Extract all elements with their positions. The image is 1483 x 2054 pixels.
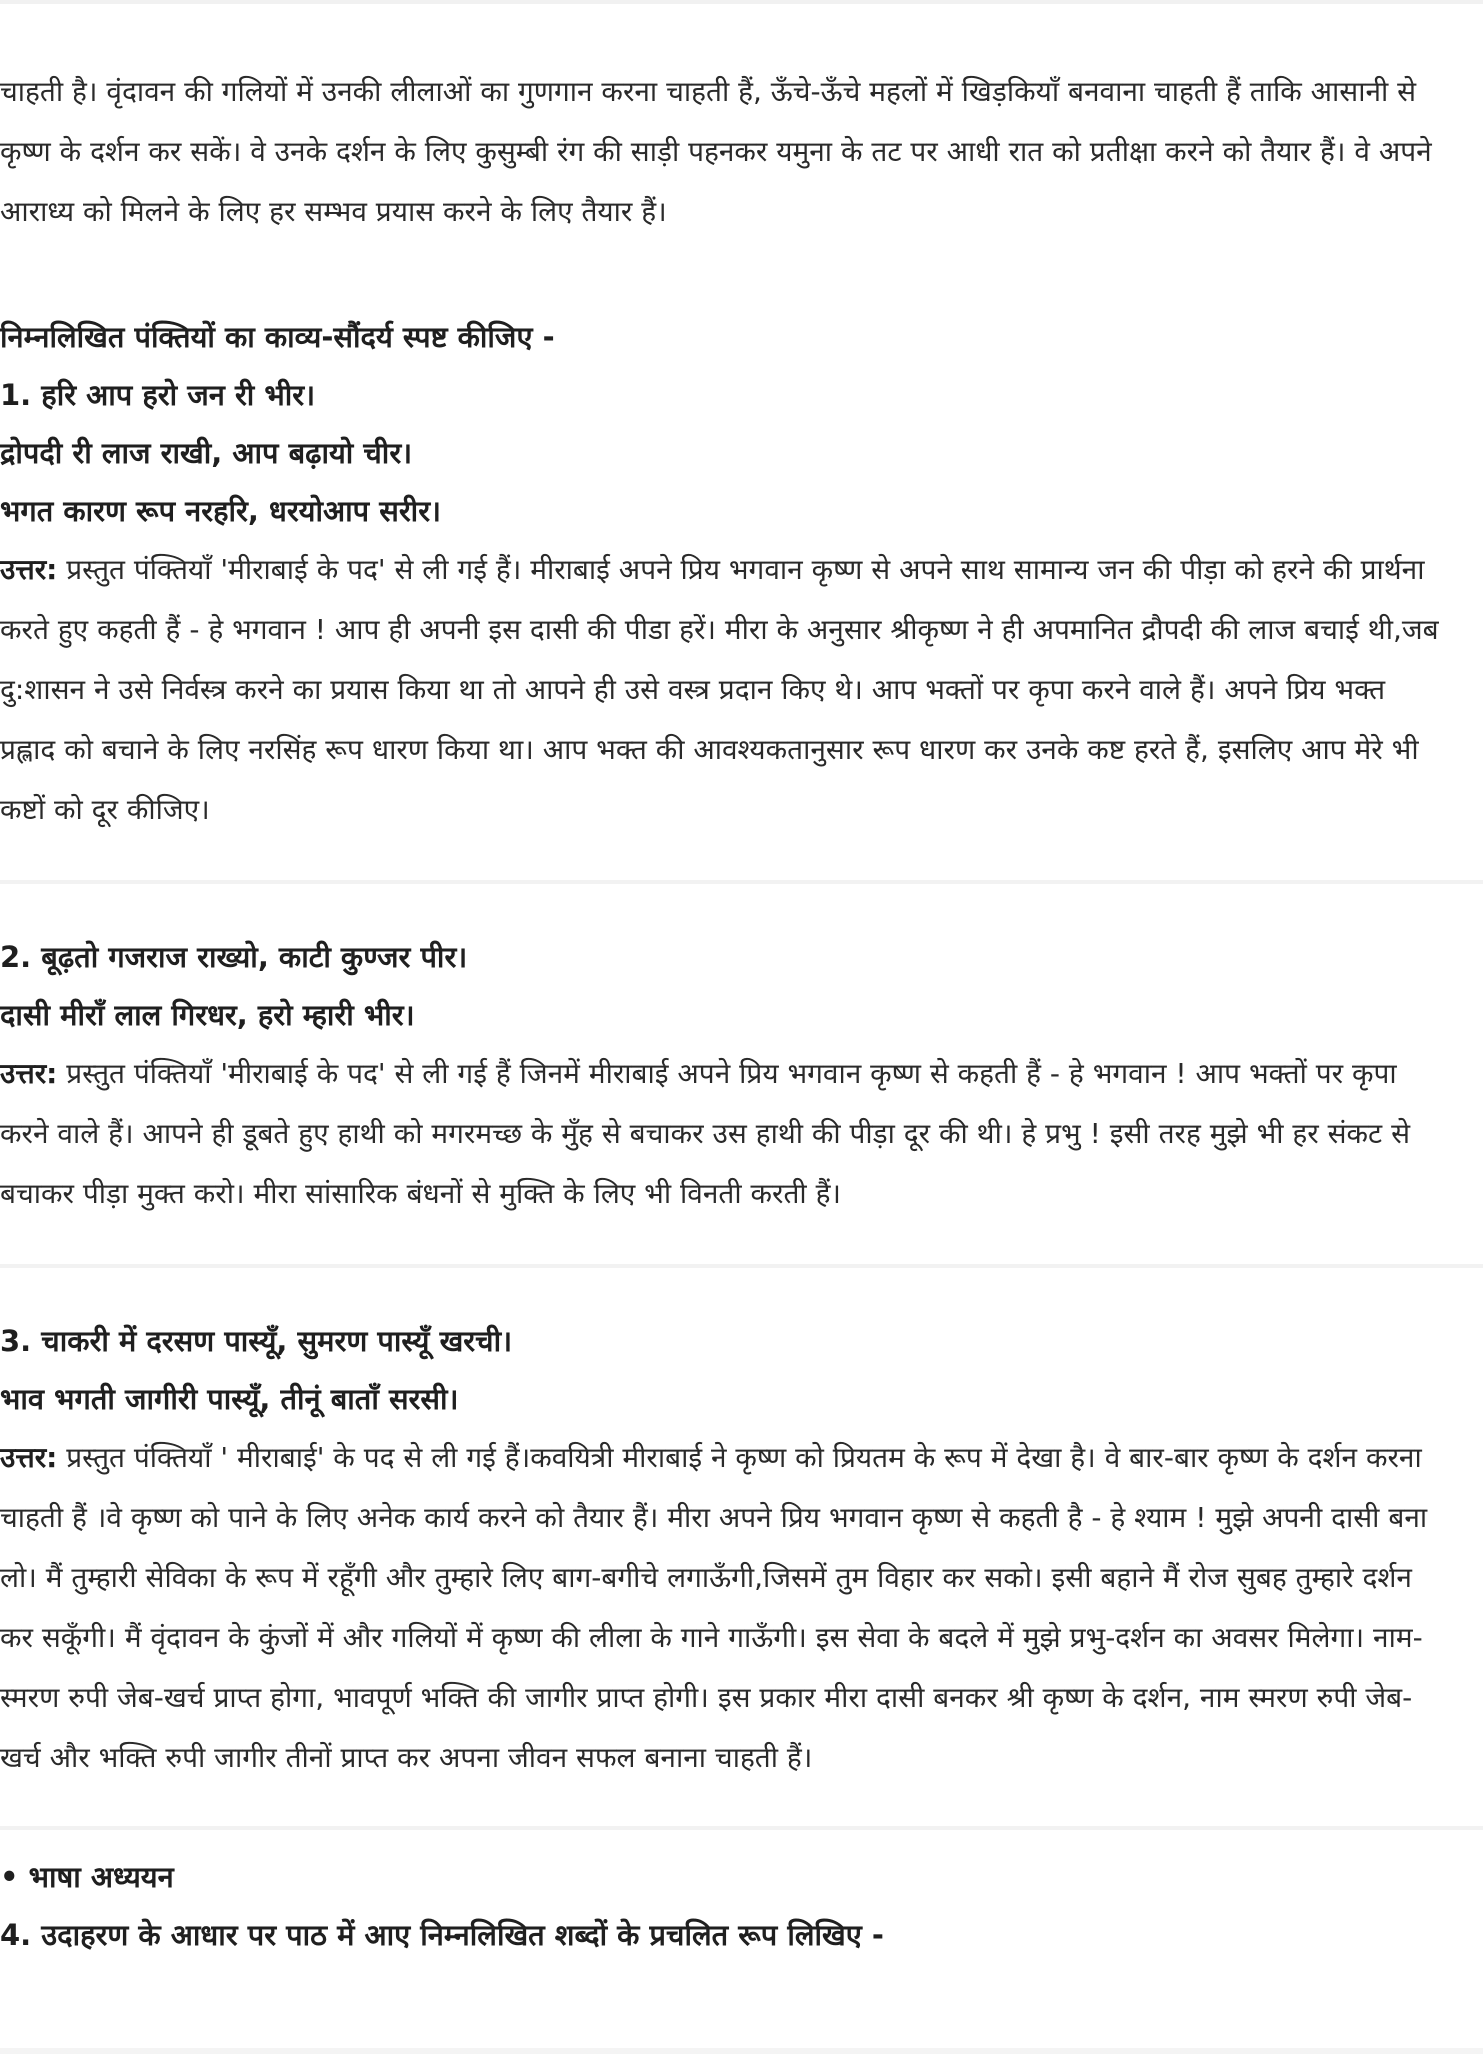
verse-line: भगत कारण रूप नरहरि, धरयोआप सरीर।	[0, 494, 442, 528]
top-divider	[0, 0, 1483, 4]
answer-label: उत्तर:	[0, 1441, 58, 1474]
language-question: 4. उदाहरण के आधार पर पाठ में आए निम्नलिखित शब्दों के प्रचलित रूप लिखिए -	[0, 1918, 884, 1952]
verse-line: दासी मीराँ लाल गिरधर, हरो म्हारी भीर।	[0, 998, 415, 1032]
verse-line: भाव भगती जागीरी पास्यूँ, तीनूं बाताँ सरसी।	[0, 1382, 459, 1416]
answer-label: उत्तर:	[0, 1057, 58, 1090]
answer-text	[0, 1044, 1440, 1224]
language-section	[0, 1848, 1440, 1964]
answer-text	[0, 540, 1440, 840]
language-heading: • भाषा अध्ययन	[0, 1860, 174, 1894]
intro-paragraph: चाहती है। वृंदावन की गलियों में उनकी लीलाओं का गुणगान करना चाहती हैं, ऊँचे-ऊँचे महलों में खिड़कियाँ बनवाना चाहती हैं ताकि आसानी से कृष्ण के दर्शन कर सकें। वे उनके दर्शन के लिए कुसुम्बी रंग की साड़ी पहनकर यमुना के तट पर आधी रात को प्रतीक्षा करने को तैयार हैं। वे अपने आराध्य को मिलने के लिए हर सम्भव प्रयास करने के लिए तैयार हैं।	[0, 75, 1432, 228]
verse-line: 3. चाकरी में दरसण पास्यूँ, सुमरण पास्यूँ खरची।	[0, 1324, 513, 1358]
answer-label: उत्तर:	[0, 553, 58, 586]
answer-body: प्रस्तुत पंक्तियाँ 'मीराबाई के पद' से ली गई हैं जिनमें मीराबाई अपने प्रिय भगवान कृष्ण से कहती हैं - हे भगवान ! आप भक्तों पर कृपा करने वाले हैं। आपने ही डूबते हुए हाथी को मगरमच्छ के मुँह से बचाकर उस हाथी की पीड़ा दूर की थी। हे प्रभु ! इसी तरह मुझे भी हर संकट से बचाकर पीड़ा मुक्त करो। मीरा सांसारिक बंधनों से मुक्ति के लिए भी विनती करती हैं।	[0, 1057, 1411, 1210]
verse-line: 1. हरि आप हरो जन री भीर।	[0, 378, 316, 412]
question-block-2	[0, 928, 1440, 1224]
article-content	[0, 62, 1440, 1964]
answer-body: प्रस्तुत पंक्तियाँ 'मीराबाई के पद' से ली गई हैं। मीराबाई अपने प्रिय भगवान कृष्ण से अपने साथ सामान्य जन की पीड़ा को हरने की प्रार्थना करते हुए कहती हैं - हे भगवान ! आप ही अपनी इस दासी की पीडा हरें। मीरा के अनुसार श्रीकृष्ण ने ही अपमानित द्रौपदी की लाज बचाई थी,जब दु:शासन ने उसे निर्वस्त्र करने का प्रयास किया था तो आपने ही उसे वस्त्र प्रदान किए थे। आप भक्तों पर कृपा करने वाले हैं। अपने प्रिय भक्त प्रह्लाद को बचाने के लिए नरसिंह रूप धारण किया था। आप भक्त की आवश्यकतानुसार रूप धारण कर उनके कष्ट हरते हैं, इसलिए आप मेरे भी कष्टों को दूर कीजिए।	[0, 553, 1439, 826]
answer-text	[0, 1428, 1440, 1788]
question-block-1	[0, 366, 1440, 840]
bottom-divider	[0, 2048, 1483, 2054]
question-block-3	[0, 1312, 1440, 1788]
section-heading: निम्नलिखित पंक्तियों का काव्य-सौंदर्य स्पष्ट कीजिए -	[0, 320, 555, 354]
answer-body: प्रस्तुत पंक्तियाँ ' मीराबाई' के पद से ली गई हैं।कवयित्री मीराबाई ने कृष्ण को प्रियतम के रूप में देखा है। वे बार-बार कृष्ण के दर्शन करना चाहती हैं ।वे कृष्ण को पाने के लिए अनेक कार्य करने को तैयार हैं। मीरा अपने प्रिय भगवान कृष्ण से कहती है - हे श्याम ! मुझे अपनी दासी बना लो। मैं तुम्हारी सेविका के रूप में रहूँगी और तुम्हारे लिए बाग-बगीचे लगाऊँगी,जिसमें तुम विहार कर सको। इसी बहाने मैं रोज सुबह तुम्हारे दर्शन कर सकूँगी। मैं वृंदावन के कुंजों में और गलियों में कृष्ण की लीला के गाने गाऊँगी। इस सेवा के बदले में मुझे प्रभु-दर्शन का अवसर मिलेगा। नाम-स्मरण रुपी जेब-खर्च प्राप्त होगा, भावपूर्ण भक्ति की जागीर प्राप्त होगी। इस प्रकार मीरा दासी बनकर श्री कृष्ण के दर्शन, नाम स्मरण रुपी जेब-खर्च और भक्ति रुपी जागीर तीनों प्राप्त कर अपना जीवन सफल बनाना चाहती हैं।	[0, 1441, 1428, 1774]
verse-line: द्रोपदी री लाज राखी, आप बढ़ायो चीर।	[0, 436, 413, 470]
verse-line: 2. बूढ़तो गजराज राख्यो, काटी कुण्जर पीर।	[0, 940, 468, 974]
